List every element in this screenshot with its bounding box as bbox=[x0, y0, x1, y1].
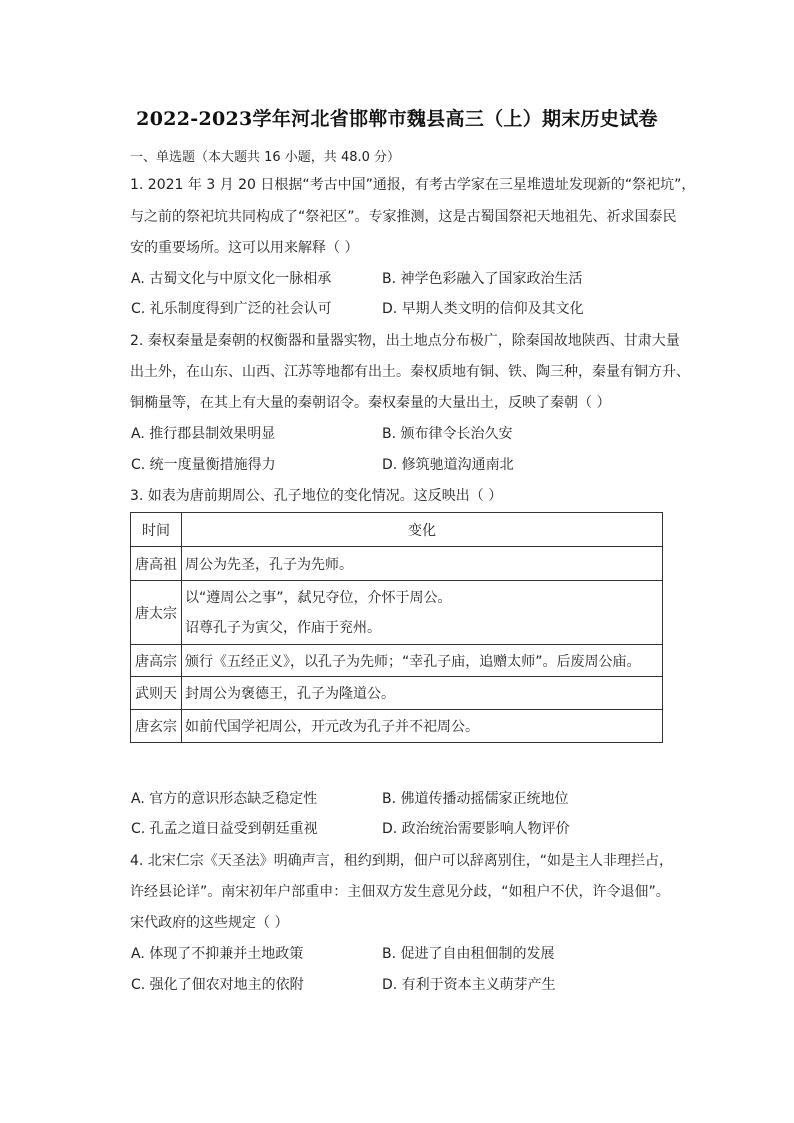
question-2-line-3: 铜椭量等，在其上有大量的秦朝诏令。秦权秦量的大量出土，反映了秦朝（ ） bbox=[130, 395, 611, 411]
table-header-row bbox=[131, 513, 663, 547]
table-cell-time: 唐玄宗 bbox=[131, 710, 182, 743]
table-cell-time: 唐高宗 bbox=[131, 645, 182, 677]
table-row bbox=[131, 645, 663, 677]
question-4-option-a[interactable]: A. 体现了不抑兼并土地政策 bbox=[131, 946, 304, 962]
question-3-option-c[interactable]: C. 孔孟之道日益受到朝廷重视 bbox=[131, 821, 318, 837]
table-row bbox=[131, 710, 663, 743]
question-3-line-1: 3. 如表为唐前期周公、孔子地位的变化情况。这反映出（ ） bbox=[130, 488, 503, 504]
question-1-option-b[interactable]: B. 神学色彩融入了国家政治生活 bbox=[382, 271, 583, 287]
question-4-line-3: 宋代政府的这些规定（ ） bbox=[130, 915, 289, 931]
table-header-time: 时间 bbox=[131, 513, 182, 547]
table-cell-time: 武则天 bbox=[131, 677, 182, 710]
question-1-option-d[interactable]: D. 早期人类文明的信仰及其文化 bbox=[382, 301, 584, 317]
table-cell-change: 如前代国学祀周公，开元改为孔子并不祀周公。 bbox=[182, 710, 663, 743]
question-4-option-c[interactable]: C. 强化了佃农对地主的依附 bbox=[131, 977, 304, 993]
question-4-line-2: 许经县论详”。南宋初年户部重申：主佃双方发生意见分歧，“如租户不伏，许令退佃”。 bbox=[130, 884, 670, 900]
question-1-line-2: 与之前的祭祀坑共同构成了“祭祀区”。专家推测，这是古蜀国祭祀天地祖先、祈求国泰民 bbox=[130, 209, 677, 225]
section-heading: 一、单选题（本大题共 16 小题，共 48.0 分） bbox=[130, 150, 401, 165]
table-cell-change: 颁行《五经正义》，以孔子为先师；“幸孔子庙，追赠太师”。后废周公庙。 bbox=[182, 645, 663, 677]
question-3-option-b[interactable]: B. 佛道传播动摇儒家正统地位 bbox=[382, 791, 569, 807]
table-header-change: 变化 bbox=[182, 513, 663, 547]
question-2-line-1: 2. 秦权秦量是秦朝的权衡器和量器实物，出土地点分布极广，除秦国故地陕西、甘肃大量 bbox=[130, 333, 680, 349]
table-cell-change-line: 诏尊孔子为寅父，作庙于兖州。 bbox=[185, 619, 381, 636]
question-3-option-a[interactable]: A. 官方的意识形态缺乏稳定性 bbox=[131, 791, 318, 807]
question-2-line-2: 出土外，在山东、山西、江苏等地都有出土。秦权质地有铜、铁、陶三种，秦量有铜方升、 bbox=[130, 364, 690, 380]
history-table bbox=[130, 512, 663, 743]
table-cell-change: 周公为先圣，孔子为先师。 bbox=[182, 547, 663, 581]
table-cell-time: 唐太宗 bbox=[131, 581, 182, 645]
question-4-line-1: 4. 北宋仁宗《天圣法》明确声言，租约到期，佃户可以辞离别住，“如是主人非理拦占， bbox=[130, 853, 674, 869]
question-1-option-c[interactable]: C. 礼乐制度得到广泛的社会认可 bbox=[131, 301, 332, 317]
question-4-option-d[interactable]: D. 有利于资本主义萌芽产生 bbox=[382, 977, 556, 993]
question-4-option-b[interactable]: B. 促进了自由租佃制的发展 bbox=[382, 946, 555, 962]
question-3-option-d[interactable]: D. 政治统治需要影响人物评价 bbox=[382, 821, 570, 837]
question-1-line-3: 安的重要场所。这可以用来解释（ ） bbox=[130, 240, 359, 256]
table-cell-change-line: 以“遵周公之事”，弑兄夺位，介怀于周公。 bbox=[185, 589, 452, 606]
question-2-option-d[interactable]: D. 修筑驰道沟通南北 bbox=[382, 457, 514, 473]
question-2-option-a[interactable]: A. 推行郡县制效果明显 bbox=[131, 426, 276, 442]
table-cell-time: 唐高祖 bbox=[131, 547, 182, 581]
table-row bbox=[131, 547, 663, 581]
table-cell-change bbox=[182, 581, 663, 645]
table-row bbox=[131, 677, 663, 710]
question-2-option-b[interactable]: B. 颁布律令长治久安 bbox=[382, 426, 513, 442]
table-cell-change: 封周公为褒德王，孔子为隆道公。 bbox=[182, 677, 663, 710]
exam-title: 2022-2023学年河北省邯郸市魏县高三（上）期末历史试卷 bbox=[136, 108, 658, 130]
question-1-line-1: 1. 2021 年 3 月 20 日根据“考古中国”通报，有考古学家在三星堆遗址发现新的“祭祀坑”， bbox=[130, 177, 696, 193]
question-2-option-c[interactable]: C. 统一度量衡措施得力 bbox=[131, 457, 276, 473]
table-row bbox=[131, 581, 663, 645]
question-1-option-a[interactable]: A. 古蜀文化与中原文化一脉相承 bbox=[131, 271, 332, 287]
